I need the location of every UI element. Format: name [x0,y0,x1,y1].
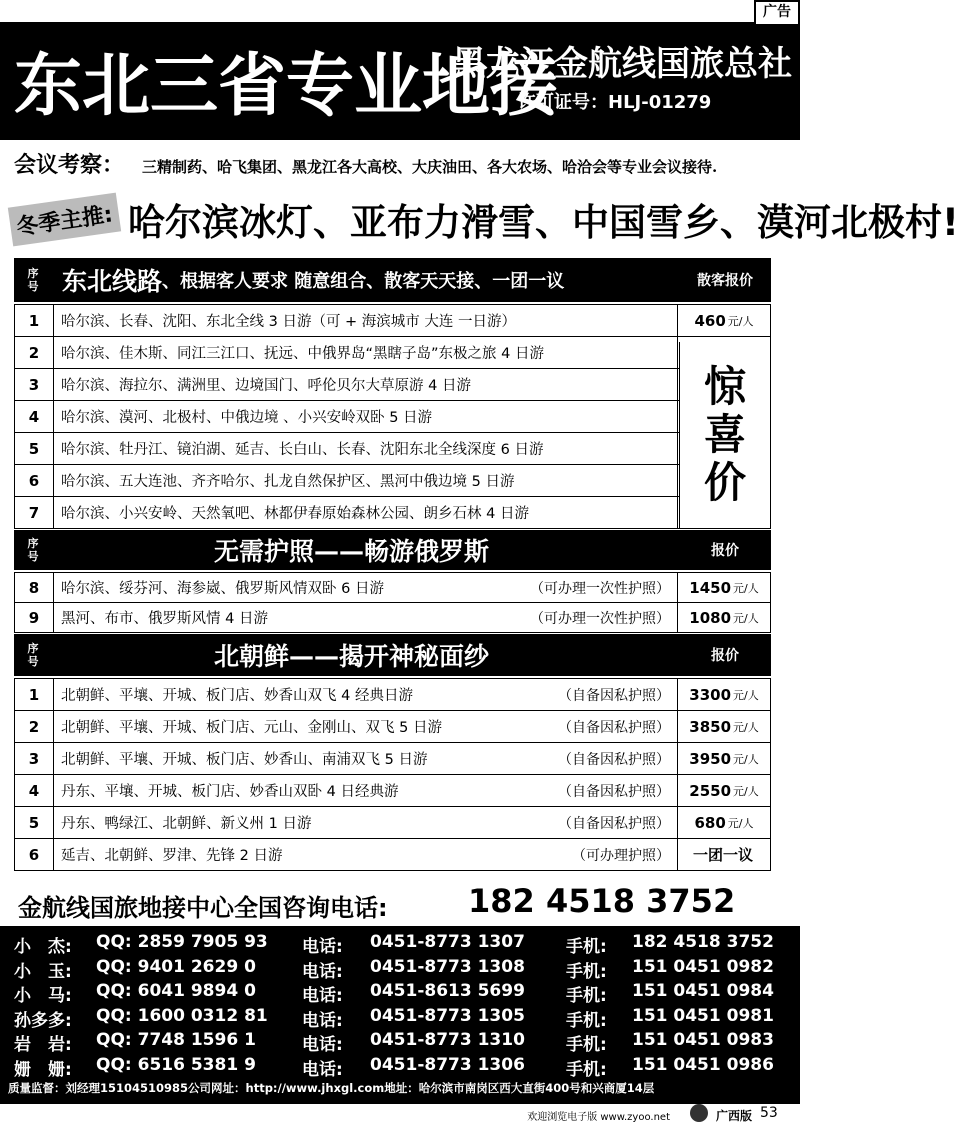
price-label: 报价 [711,543,739,559]
contact-mobile: 151 0451 0981 [632,1005,774,1026]
route-price: 460 元/人 [677,305,770,336]
contact-tel: 0451-8773 1305 [370,1005,525,1026]
row-number: 6 [15,465,54,496]
footer-line: 质量监督：刘经理15104510985公司网址：http://www.jhxgl.com地址：哈尔滨市南岗区西大直街400号和兴商厦14层 [8,1081,655,1095]
contact-mobile-label: 手机: [566,1059,607,1080]
contact-name: 孙多多: [14,1010,72,1031]
contact-name: 姗 姗: [14,1059,72,1080]
table-row [14,602,771,633]
winter-text: 哈尔滨冰灯、亚布力滑雪、中国雪乡、漠河北极村! [128,201,959,244]
price-label: 报价 [711,648,739,664]
route-text: 哈尔滨、佳木斯、同江三江口、抚远、中俄界岛“黑瞎子岛”东极之旅 4 日游 [61,346,544,362]
page-footer [0,1104,800,1128]
row-number: 4 [15,775,54,806]
section-russia-header [14,530,771,570]
contact-qq: QQ: 9401 2629 0 [96,956,256,977]
contact-tel: 0451-8613 5699 [370,981,525,1001]
table-row [14,400,771,433]
contact-tel: 0451-8773 1310 [370,1030,525,1050]
contact-row [0,1006,800,1031]
contact-mobile: 182 4518 3752 [632,932,774,952]
header-banner [0,22,800,140]
contact-tel: 0451-8773 1308 [370,956,525,977]
seq-label: 序 号 [27,642,39,668]
route-note: （自备因私护照） [558,815,670,832]
contact-name: 小 玉: [14,961,72,982]
header-title: 东北三省专业地接 [14,47,559,126]
contact-row [0,1030,800,1055]
contact-row [0,1055,800,1080]
seq-label: 序 号 [27,267,39,293]
route-text: 北朝鲜、平壤、开城、板门店、妙香山双飞 4 经典日游 [61,688,413,704]
publisher-logo-icon [690,1104,708,1122]
section-korea-header [14,634,771,676]
contact-mobile: 151 0451 0986 [632,1054,774,1075]
section-northeast-header [14,258,771,302]
contact-mobile: 151 0451 0984 [632,981,774,1001]
route-text: 丹东、鸭绿江、北朝鲜、新义州 1 日游 [61,816,312,832]
contact-mobile-label: 手机: [566,986,607,1006]
row-number: 3 [15,743,54,774]
route-text: 哈尔滨、牡丹江、镜泊湖、延吉、长白山、长春、沈阳东北全线深度 6 日游 [61,442,544,458]
row-number: 4 [15,401,54,432]
contact-tel-label: 电话: [302,1059,343,1080]
contact-mobile-label: 手机: [566,1035,607,1055]
contact-row [0,981,800,1006]
contact-qq: QQ: 6041 9894 0 [96,981,256,1001]
table-row [14,368,771,401]
contact-tel: 0451-8773 1306 [370,1054,525,1075]
contact-qq: QQ: 1600 0312 81 [96,1005,268,1026]
contact-qq: QQ: 6516 5381 9 [96,1054,256,1075]
contact-tel-label: 电话: [302,986,343,1006]
hotline-number: 182 4518 3752 [468,882,736,920]
contact-mobile-label: 手机: [566,961,607,982]
route-note: （可办理护照） [572,847,670,864]
route-note: （自备因私护照） [558,751,670,768]
row-number: 2 [15,711,54,742]
row-number: 2 [15,337,54,368]
route-text: 丹东、平壤、开城、板门店、妙香山双卧 4 日经典游 [61,784,399,800]
route-text: 哈尔滨、海拉尔、满洲里、边境国门、呼伦贝尔大草原游 4 日游 [61,378,471,394]
table-row [14,336,771,369]
contact-mobile-label: 手机: [566,1010,607,1031]
table-row [14,806,771,839]
meeting-text: 三精制药、哈飞集团、黑龙江各大高校、大庆油田、各大农场、哈洽会等专业会议接待. [142,158,718,176]
route-price: 680 元/人 [677,807,770,838]
price-label: 散客报价 [697,273,753,289]
row-number: 1 [15,305,54,336]
contact-tel-label: 电话: [302,937,343,957]
table-row [14,464,771,497]
meeting-label: 会议考察： [14,153,125,178]
table-row [14,710,771,743]
route-price: 3850 元/人 [677,711,770,742]
agency-name: 黑龙江金航线国旅总社 [452,44,792,84]
row-number: 5 [15,433,54,464]
table-row [14,774,771,807]
table-row [14,678,771,711]
table-row [14,304,771,337]
route-price: 一团一议 [677,839,770,870]
table-row [14,496,771,529]
section-korea-title: 北朝鲜——揭开神秘面纱 [214,642,490,671]
route-price: 1080 元/人 [677,603,770,632]
section-northeast-title: 东北线路 、根据客人要求 随意组合、散客天天接、一团一议 [62,267,565,296]
route-note: （自备因私护照） [558,783,670,800]
edition-label: 广西版 [716,1109,753,1123]
table-row [14,838,771,871]
table-row [14,572,771,603]
route-note: （自备因私护照） [558,719,670,736]
route-price: 2550 元/人 [677,775,770,806]
row-number: 1 [15,679,54,710]
row-number: 3 [15,369,54,400]
route-text: 哈尔滨、漠河、北极村、中俄边境 、小兴安岭双卧 5 日游 [61,410,433,426]
row-number: 8 [15,573,54,602]
contact-mobile-label: 手机: [566,937,607,957]
route-text: 延吉、北朝鲜、罗津、先锋 2 日游 [61,848,283,864]
contact-name: 小 杰: [14,937,72,957]
route-note: （可办理一次性护照） [530,610,670,627]
seq-label: 序 号 [27,537,39,563]
hotline-label: 金航线国旅地接中心全国咨询电话: [18,894,388,922]
surprise-price: 惊 喜 价 [679,342,771,528]
row-number: 7 [15,497,54,528]
table-row [14,432,771,465]
contact-qq: QQ: 7748 1596 1 [96,1030,256,1050]
contact-row [0,932,800,957]
section-russia-title: 无需护照——畅游俄罗斯 [214,537,490,566]
contact-qq: QQ: 2859 7905 93 [96,932,268,952]
contact-mobile: 151 0451 0983 [632,1030,774,1050]
route-price: 1450 元/人 [677,573,770,602]
page-number: 53 [760,1105,778,1121]
contact-tel: 0451-8773 1307 [370,932,525,952]
contact-name: 岩 岩: [14,1035,72,1055]
route-price: 3950 元/人 [677,743,770,774]
table-row [14,742,771,775]
contacts-panel [0,926,800,1104]
contact-row [0,957,800,982]
contact-tel-label: 电话: [302,961,343,982]
route-text: 哈尔滨、五大连池、齐齐哈尔、扎龙自然保护区、黑河中俄边境 5 日游 [61,474,515,490]
route-text: 北朝鲜、平壤、开城、板门店、妙香山、南浦双飞 5 日游 [61,752,428,768]
row-number: 5 [15,807,54,838]
route-price: 3300 元/人 [677,679,770,710]
contact-tel-label: 电话: [302,1010,343,1031]
route-text: 哈尔滨、长春、沈阳、东北全线 3 日游（可 + 海滨城市 大连 一日游） [61,314,517,330]
route-note: （自备因私护照） [558,687,670,704]
route-text: 哈尔滨、小兴安岭、天然氧吧、林都伊春原始森林公园、朗乡石林 4 日游 [61,506,529,522]
ad-tag: 广告 [754,0,800,26]
row-number: 6 [15,839,54,870]
license-number: 许可证号：HLJ-01279 [518,92,712,113]
route-note: （可办理一次性护照） [530,580,670,597]
route-text: 黑河、布市、俄罗斯风情 4 日游 [61,611,268,627]
route-text: 北朝鲜、平壤、开城、板门店、元山、金刚山、双飞 5 日游 [61,720,442,736]
contact-mobile: 151 0451 0982 [632,956,774,977]
winter-badge: 冬季主推: [8,193,121,247]
row-number: 9 [15,603,54,632]
route-text: 哈尔滨、绥芬河、海参崴、俄罗斯风情双卧 6 日游 [61,581,384,597]
contact-tel-label: 电话: [302,1035,343,1055]
footer-website: 欢迎浏览电子版 www.zyoo.net [527,1112,670,1123]
contact-name: 小 马: [14,986,72,1006]
